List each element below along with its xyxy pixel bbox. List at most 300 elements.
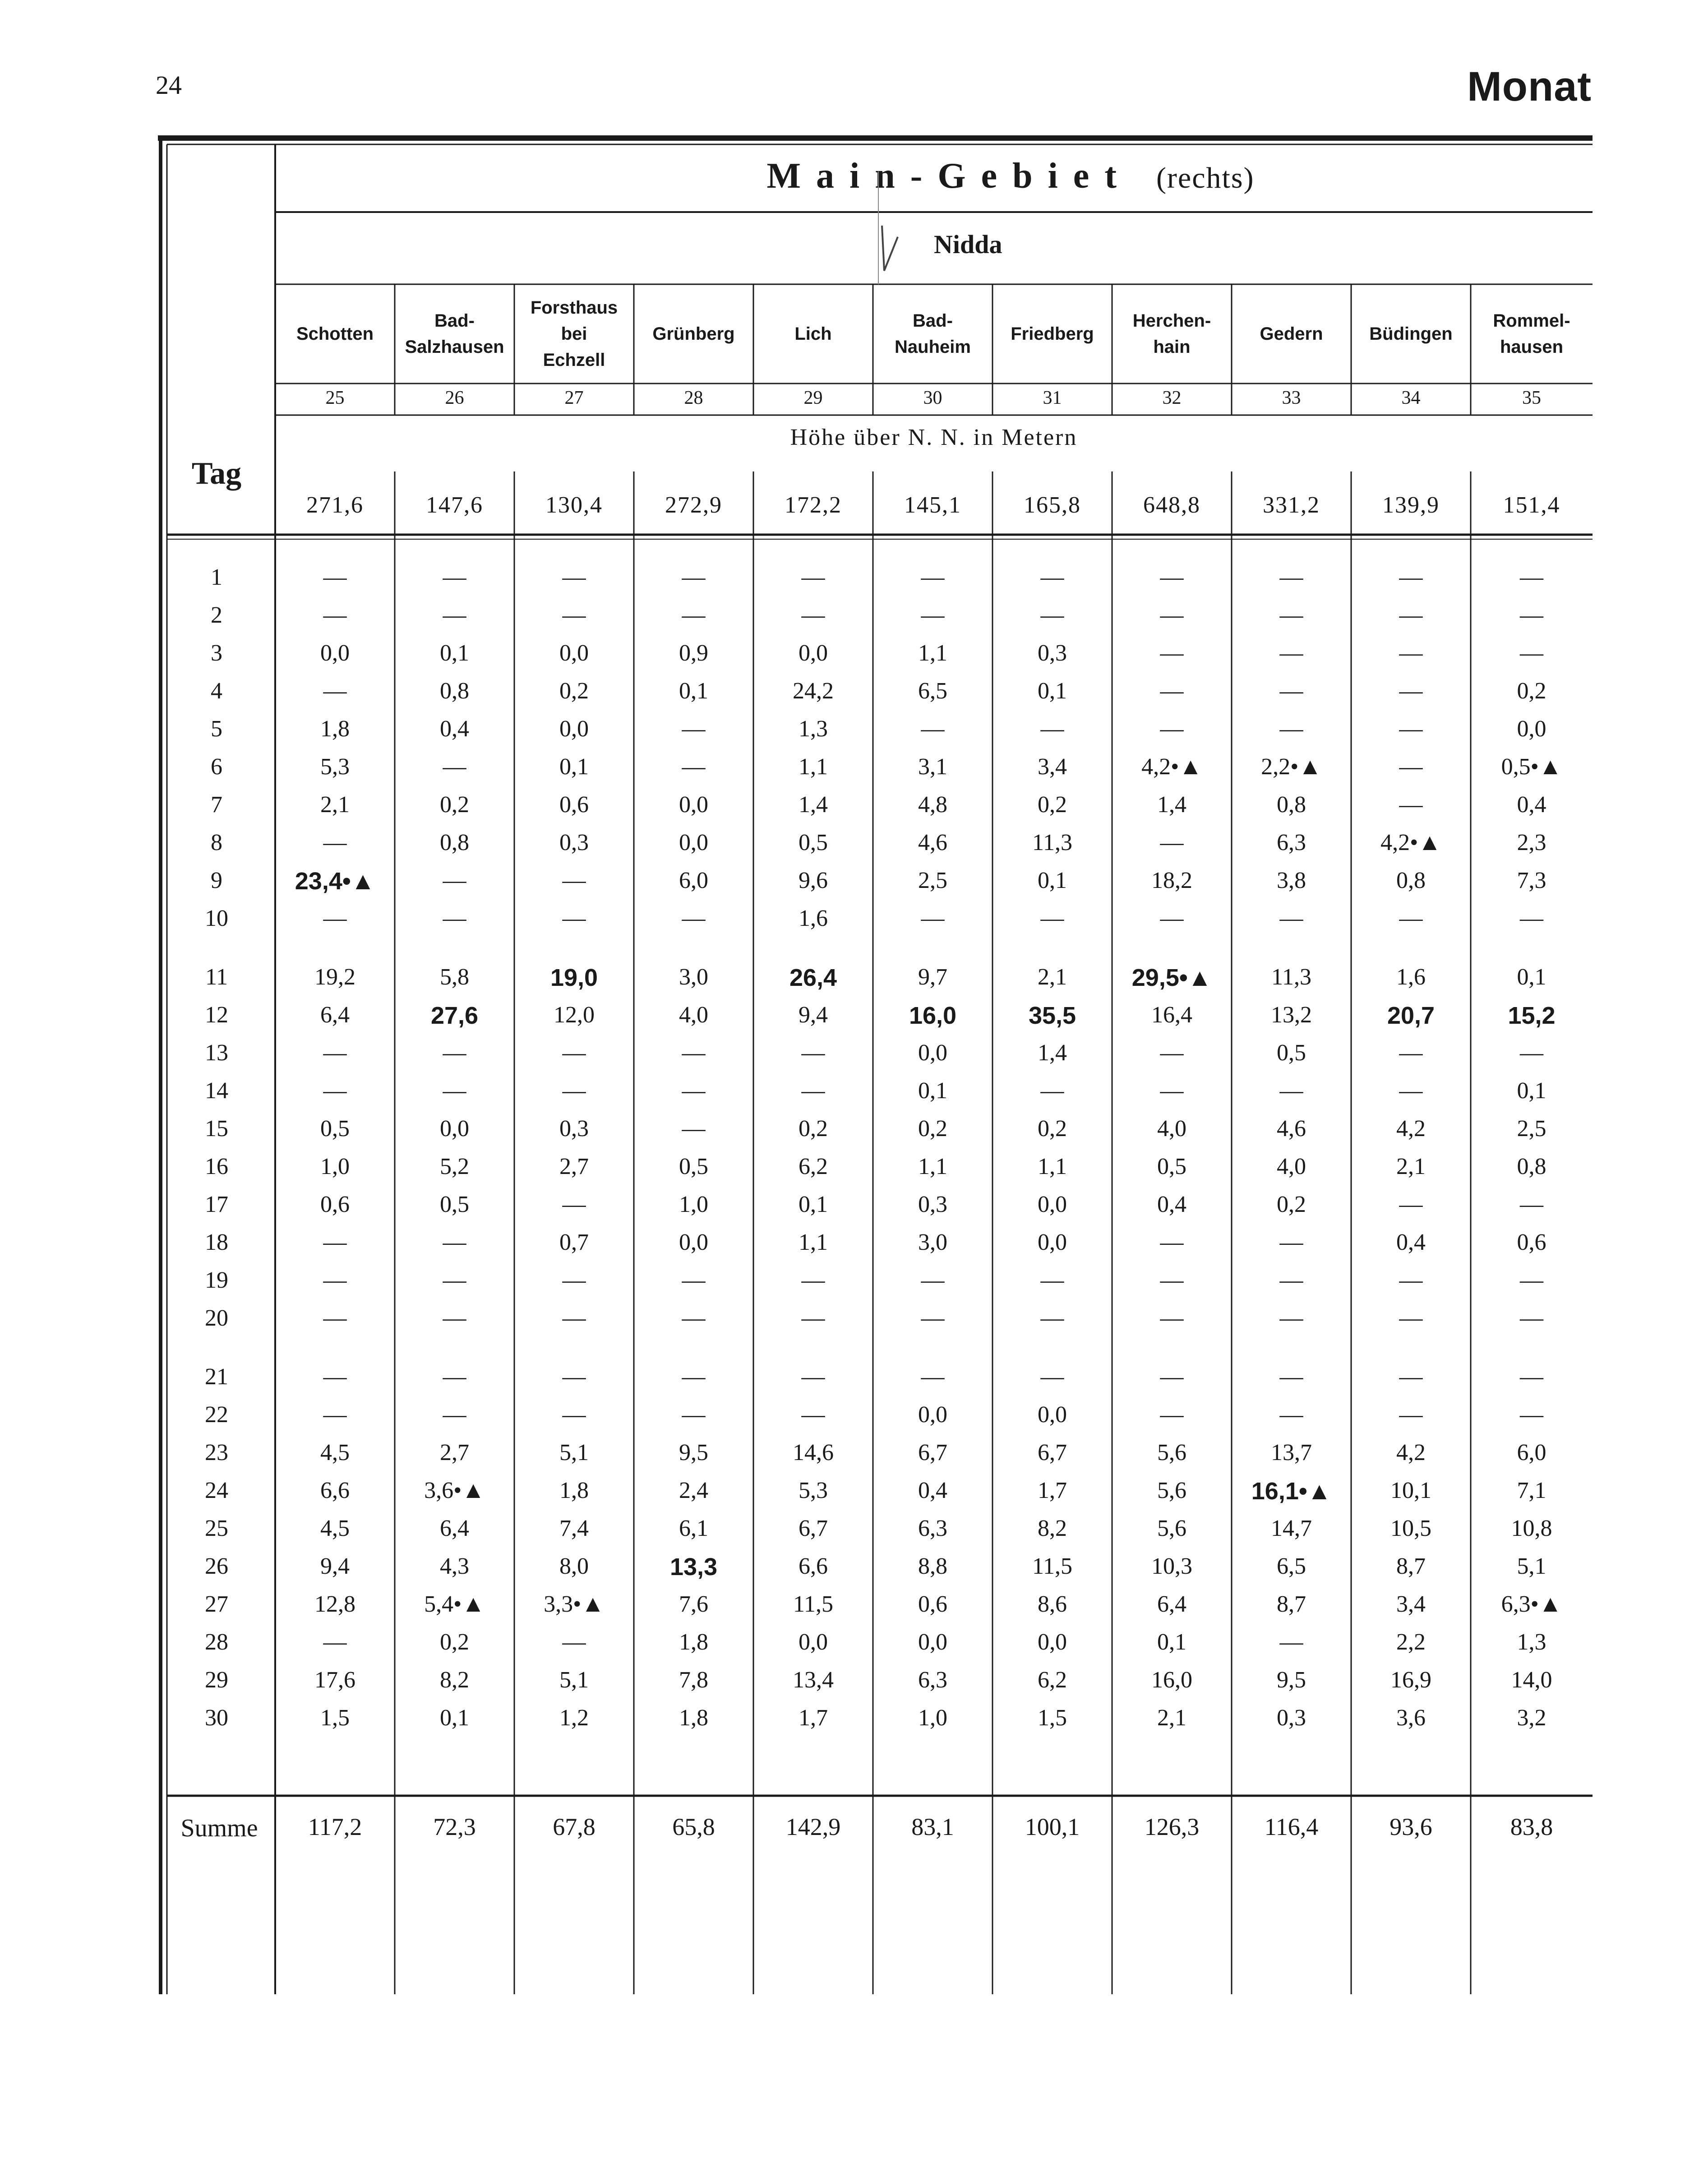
station-altitude: 331,2	[1263, 492, 1320, 518]
table-cell: —	[1399, 640, 1423, 666]
table-cell: 6,7	[1038, 1440, 1067, 1465]
table-cell: —	[443, 1267, 466, 1293]
table-cell: —	[562, 564, 586, 590]
day-number: 19	[205, 1267, 228, 1293]
table-cell: 0,8	[1517, 1154, 1546, 1179]
table-cell: 9,4	[799, 1002, 828, 1028]
table-cell: 1,5	[1038, 1705, 1067, 1731]
table-cell: 0,0	[799, 1629, 828, 1655]
table-cell: —	[1399, 1364, 1423, 1390]
table-cell: 0,1	[799, 1192, 828, 1217]
table-cell: 3,0	[918, 1229, 947, 1255]
table-cell: —	[921, 602, 945, 628]
table-cell: —	[1040, 1364, 1064, 1390]
table-cell: 3,6	[1396, 1705, 1426, 1731]
table-cell: 7,4	[559, 1516, 589, 1541]
table-cell: —	[921, 1305, 945, 1331]
table-cell: —	[323, 602, 347, 628]
table-cell: 14,7	[1271, 1516, 1312, 1541]
table-cell: 0,4	[440, 716, 469, 742]
day-number: 23	[205, 1440, 228, 1465]
day-number: 8	[211, 830, 222, 855]
table-cell: —	[1279, 1305, 1303, 1331]
table-cell: 0,0	[1038, 1229, 1067, 1255]
table-cell: 1,7	[1038, 1478, 1067, 1503]
table-cell: —	[323, 830, 347, 855]
station-name: Rommel- hausen	[1493, 311, 1570, 357]
sum-cell: 117,2	[308, 1813, 362, 1840]
table-cell: 27,6	[430, 1002, 479, 1029]
table-cell: —	[801, 602, 825, 628]
table-cell: 6,4	[440, 1516, 469, 1541]
station-name: Grünberg	[652, 324, 735, 344]
table-cell: 5,3	[320, 754, 350, 780]
table-cell: —	[1520, 640, 1543, 666]
table-cell: 0,4	[1517, 792, 1546, 818]
table-cell: 0,2	[1038, 1116, 1067, 1141]
table-cell: 1,4	[1157, 792, 1186, 818]
table-cell: 3,3•▲	[544, 1591, 605, 1617]
table-cell: 16,4	[1151, 1002, 1192, 1028]
table-cell: —	[801, 1040, 825, 1066]
table-cell: —	[1399, 1402, 1423, 1428]
table-cell: —	[1160, 1402, 1184, 1428]
table-cell: —	[323, 564, 347, 590]
station-altitude: 172,2	[785, 492, 842, 518]
table-cell: 6,7	[799, 1516, 828, 1541]
table-cell: 0,0	[440, 1116, 469, 1141]
table-cell: 8,7	[1277, 1591, 1306, 1617]
table-cell: —	[682, 1267, 706, 1293]
table-cell: —	[562, 868, 586, 893]
table-cell: —	[562, 906, 586, 931]
table-cell: —	[1399, 906, 1423, 931]
table-cell: 0,1	[679, 678, 708, 704]
table-cell: 1,3	[1517, 1629, 1546, 1655]
table-cell: 0,1	[559, 754, 589, 780]
table-cell: 0,6	[320, 1192, 350, 1217]
station-name: Lich	[794, 324, 832, 344]
table-cell: 0,9	[679, 640, 708, 666]
table-cell: 1,1	[799, 754, 828, 780]
table-cell: 4,2	[1396, 1116, 1426, 1141]
day-number: 1	[211, 564, 222, 590]
table-cell: 0,0	[1038, 1192, 1067, 1217]
table-cell: 0,0	[1038, 1629, 1067, 1655]
table-cell: 0,2	[1277, 1192, 1306, 1217]
table-cell: —	[1279, 678, 1303, 704]
table-cell: —	[443, 602, 466, 628]
day-number: 17	[205, 1192, 228, 1217]
station-number: 25	[325, 388, 345, 408]
sum-label: Summe	[180, 1814, 258, 1842]
river-name: Nidda	[934, 230, 1002, 259]
table-cell: —	[921, 1267, 945, 1293]
table-cell: 0,1	[918, 1078, 947, 1104]
table-cell: 0,5•▲	[1501, 754, 1562, 780]
sum-cell: 100,1	[1025, 1813, 1080, 1840]
table-cell: 6,5	[1277, 1553, 1306, 1579]
table-cell: 6,3	[918, 1667, 947, 1693]
table-cell: 13,7	[1271, 1440, 1312, 1465]
table-cell: 6,3•▲	[1501, 1591, 1562, 1617]
table-cell: 0,0	[1038, 1402, 1067, 1428]
table-cell: —	[323, 1078, 347, 1104]
day-number: 4	[211, 678, 222, 704]
table-cell: —	[1520, 602, 1543, 628]
table-cell: 0,0	[1517, 716, 1546, 742]
table-cell: 6,6	[799, 1553, 828, 1579]
table-cell: 7,6	[679, 1591, 708, 1617]
table-cell: —	[1279, 564, 1303, 590]
table-cell: 0,6	[559, 792, 589, 818]
table-cell: 3,8	[1277, 868, 1306, 893]
table-cell: 1,7	[799, 1705, 828, 1731]
station-name: Gedern	[1260, 324, 1323, 344]
day-number: 29	[205, 1667, 228, 1693]
day-number: 3	[211, 640, 222, 666]
table-cell: —	[323, 1267, 347, 1293]
table-cell: 10,8	[1511, 1516, 1552, 1541]
table-cell: 16,0	[909, 1002, 957, 1029]
table-cell: 5,2	[440, 1154, 469, 1179]
table-cell: 5,6	[1157, 1440, 1186, 1465]
altitude-caption: Höhe über N. N. in Metern	[790, 425, 1078, 450]
table-cell: 1,6	[799, 906, 828, 931]
table-cell: —	[443, 1402, 466, 1428]
table-cell: —	[1520, 1402, 1543, 1428]
table-cell: —	[562, 602, 586, 628]
table-cell: 0,0	[679, 830, 708, 855]
table-cell: 9,7	[918, 964, 947, 990]
station-altitude: 165,8	[1024, 492, 1081, 518]
table-cell: 0,5	[1277, 1040, 1306, 1066]
table-cell: 1,1	[799, 1229, 828, 1255]
table-cell: —	[921, 906, 945, 931]
page-number: 24	[156, 70, 182, 100]
table-cell: —	[921, 1364, 945, 1390]
table-cell: 0,2	[440, 1629, 469, 1655]
sum-cell: 83,8	[1510, 1813, 1553, 1840]
table-cell: 8,7	[1396, 1553, 1426, 1579]
table-cell: 0,0	[918, 1402, 947, 1428]
table-cell: —	[1399, 678, 1423, 704]
table-cell: —	[1279, 602, 1303, 628]
station-name: Friedberg	[1011, 324, 1094, 344]
table-cell: —	[1279, 906, 1303, 931]
station-number: 29	[803, 388, 823, 408]
table-cell: 2,5	[1517, 1116, 1546, 1141]
table-cell: 1,4	[799, 792, 828, 818]
table-cell: 15,2	[1508, 1002, 1556, 1029]
table-cell: 0,4	[1396, 1229, 1426, 1255]
table-cell: —	[1399, 1040, 1423, 1066]
table-cell: 0,3	[918, 1192, 947, 1217]
region-subtitle: (rechts)	[1156, 162, 1255, 194]
station-name: Schotten	[296, 324, 374, 344]
table-cell: —	[1160, 1078, 1184, 1104]
table-cell: 2,1	[1038, 964, 1067, 990]
table-cell: —	[323, 1402, 347, 1428]
table-cell: —	[443, 906, 466, 931]
table-cell: 6,3	[1277, 830, 1306, 855]
table-cell: —	[1160, 678, 1184, 704]
table-cell: —	[1040, 602, 1064, 628]
table-cell: —	[1279, 1629, 1303, 1655]
table-cell: 9,4	[320, 1553, 350, 1579]
table-cell: 3,1	[918, 754, 947, 780]
table-cell: 2,4	[679, 1478, 708, 1503]
table-cell: —	[682, 716, 706, 742]
table-cell: —	[1040, 1305, 1064, 1331]
table-cell: —	[1520, 1305, 1543, 1331]
table-cell: —	[1399, 602, 1423, 628]
table-cell: —	[1279, 1229, 1303, 1255]
table-cell: 4,3	[440, 1553, 469, 1579]
table-cell: —	[801, 1305, 825, 1331]
table-cell: 0,8	[440, 830, 469, 855]
table-cell: 4,8	[918, 792, 947, 818]
table-cell: 0,0	[679, 792, 708, 818]
table-cell: 19,0	[550, 964, 598, 991]
table-cell: —	[682, 906, 706, 931]
station-name: Bad- Salzhausen	[405, 311, 504, 357]
table-cell: —	[1279, 1267, 1303, 1293]
table-cell: —	[801, 564, 825, 590]
table-cell: 0,8	[440, 678, 469, 704]
table-cell: 5,8	[440, 964, 469, 990]
table-cell: 0,1	[1517, 1078, 1546, 1104]
table-cell: 0,0	[559, 716, 589, 742]
day-number: 20	[205, 1305, 228, 1331]
table-cell: —	[1160, 640, 1184, 666]
table-cell: 1,1	[918, 1154, 947, 1179]
station-number: 34	[1401, 388, 1421, 408]
table-cell: 29,5•▲	[1131, 964, 1212, 991]
sum-cell: 93,6	[1389, 1813, 1432, 1840]
table-cell: 0,2	[559, 678, 589, 704]
table-cell: —	[682, 1040, 706, 1066]
table-cell: 6,5	[918, 678, 947, 704]
table-cell: 6,4	[320, 1002, 350, 1028]
table-cell: 24,2	[793, 678, 834, 704]
table-cell: 0,1	[1157, 1629, 1186, 1655]
table-cell: 0,0	[918, 1629, 947, 1655]
table-cell: —	[1520, 1192, 1543, 1217]
table-cell: 0,0	[320, 640, 350, 666]
table-cell: 0,7	[559, 1229, 589, 1255]
table-cell: 13,4	[793, 1667, 834, 1693]
day-number: 9	[211, 868, 222, 893]
station-name: Bad- Nauheim	[895, 311, 971, 357]
table-cell: —	[1279, 1364, 1303, 1390]
table-cell: —	[1160, 1305, 1184, 1331]
table-cell: 16,0	[1151, 1667, 1192, 1693]
table-cell: 6,0	[1517, 1440, 1546, 1465]
table-cell: 12,0	[554, 1002, 595, 1028]
table-cell: —	[323, 678, 347, 704]
table-cell: 2,2•▲	[1261, 754, 1322, 780]
table-cell: —	[1160, 1040, 1184, 1066]
table-cell: 0,1	[1517, 964, 1546, 990]
table-cell: 2,7	[440, 1440, 469, 1465]
table-cell: 16,1•▲	[1251, 1478, 1332, 1505]
table-cell: —	[562, 1267, 586, 1293]
table-cell: —	[1040, 716, 1064, 742]
table-cell: 3,4	[1038, 754, 1067, 780]
table-cell: 0,6	[918, 1591, 947, 1617]
table-cell: 10,1	[1390, 1478, 1431, 1503]
table-cell: 5,4•▲	[424, 1591, 485, 1617]
day-number: 26	[205, 1553, 228, 1579]
table-cell: —	[1160, 564, 1184, 590]
table-cell: 0,0	[559, 640, 589, 666]
table-cell: 2,2	[1396, 1629, 1426, 1655]
station-altitude: 139,9	[1382, 492, 1440, 518]
table-cell: —	[801, 1402, 825, 1428]
table-cell: 7,8	[679, 1667, 708, 1693]
station-number: 30	[923, 388, 942, 408]
table-cell: —	[562, 1305, 586, 1331]
table-cell: 26,4	[789, 964, 837, 991]
day-number: 11	[205, 964, 228, 990]
station-number: 26	[445, 388, 464, 408]
table-cell: 6,6	[320, 1478, 350, 1503]
table-cell: 3,0	[679, 964, 708, 990]
table-cell: 0,5	[799, 830, 828, 855]
table-cell: 18,2	[1151, 868, 1192, 893]
table-cell: 2,1	[1396, 1154, 1426, 1179]
table-cell: 13,3	[669, 1553, 718, 1580]
table-cell: 1,1	[1038, 1154, 1067, 1179]
table-cell: —	[682, 1364, 706, 1390]
table-cell: 4,5	[320, 1440, 350, 1465]
table-cell: 8,8	[918, 1553, 947, 1579]
table-cell: 0,2	[1038, 792, 1067, 818]
table-cell: 6,7	[918, 1440, 947, 1465]
table-cell: 11,5	[793, 1591, 834, 1617]
table-cell: —	[682, 1305, 706, 1331]
table-cell: 1,8	[679, 1705, 708, 1731]
table-cell: —	[443, 868, 466, 893]
sum-cell: 142,9	[785, 1813, 841, 1840]
table-cell: 0,5	[1157, 1154, 1186, 1179]
table-cell: 5,1	[559, 1440, 589, 1465]
sum-cell: 67,8	[553, 1813, 595, 1840]
table-cell: —	[1520, 1364, 1543, 1390]
day-number: 27	[205, 1591, 228, 1617]
table-cell: —	[1399, 1305, 1423, 1331]
table-cell: 0,1	[440, 1705, 469, 1731]
table-cell: —	[1520, 564, 1543, 590]
table-cell: 10,3	[1151, 1553, 1192, 1579]
table-cell: 4,2•▲	[1141, 754, 1202, 780]
table-cell: 2,7	[559, 1154, 589, 1179]
station-name: Büdingen	[1369, 324, 1453, 344]
table-cell: 1,0	[320, 1154, 350, 1179]
table-cell: —	[1160, 716, 1184, 742]
table-cell: 0,8	[1277, 792, 1306, 818]
table-cell: 0,0	[799, 640, 828, 666]
table-cell: —	[1040, 1267, 1064, 1293]
table-cell: 4,0	[1157, 1116, 1186, 1141]
table-cell: —	[1160, 830, 1184, 855]
station-altitude: 151,4	[1503, 492, 1560, 518]
table-cell: —	[1399, 1192, 1423, 1217]
table-cell: 1,6	[1396, 964, 1426, 990]
sum-cell: 126,3	[1144, 1813, 1200, 1840]
table-cell: 19,2	[314, 964, 355, 990]
table-cell: 3,2	[1517, 1705, 1546, 1731]
table-cell: —	[443, 1078, 466, 1104]
station-number: 35	[1522, 388, 1541, 408]
table-cell: 0,2	[799, 1116, 828, 1141]
table-cell: 4,6	[918, 830, 947, 855]
table-cell: 0,2	[1517, 678, 1546, 704]
table-cell: 0,8	[1396, 868, 1426, 893]
table-cell: 6,2	[1038, 1667, 1067, 1693]
table-cell: —	[443, 564, 466, 590]
table-cell: 5,6	[1157, 1516, 1186, 1541]
table-cell: —	[1040, 1078, 1064, 1104]
station-number: 31	[1043, 388, 1062, 408]
table-cell: —	[443, 1305, 466, 1331]
table-cell: 0,5	[679, 1154, 708, 1179]
table-cell: 5,1	[559, 1667, 589, 1693]
table-cell: —	[921, 564, 945, 590]
day-number: 5	[211, 716, 222, 742]
table-cell: —	[1279, 1402, 1303, 1428]
table-cell: —	[1040, 906, 1064, 931]
table-cell: 2,3	[1517, 830, 1546, 855]
table-cell: 1,0	[679, 1192, 708, 1217]
table-cell: 0,4	[1157, 1192, 1186, 1217]
table-cell: —	[1160, 906, 1184, 931]
table-cell: 10,5	[1390, 1516, 1431, 1541]
table-cell: —	[682, 1078, 706, 1104]
table-cell: —	[1520, 906, 1543, 931]
pencil-mark	[158, 135, 1593, 1994]
table-cell: —	[682, 754, 706, 780]
table-cell: 3,6•▲	[424, 1478, 485, 1503]
table-cell: 5,3	[799, 1478, 828, 1503]
table-cell: —	[1160, 1267, 1184, 1293]
table-cell: 1,1	[918, 640, 947, 666]
table-cell: 6,0	[679, 868, 708, 893]
table-cell: 4,6	[1277, 1116, 1306, 1141]
table-cell: 20,7	[1387, 1002, 1435, 1029]
day-number: 6	[211, 754, 222, 780]
station-number: 32	[1162, 388, 1182, 408]
table-cell: 17,6	[314, 1667, 355, 1693]
table-cell: —	[1399, 1078, 1423, 1104]
table-cell: 0,1	[1038, 868, 1067, 893]
station-altitude: 648,8	[1143, 492, 1200, 518]
table-cell: 9,5	[679, 1440, 708, 1465]
day-number: 21	[205, 1364, 228, 1390]
table-cell: 5,6	[1157, 1478, 1186, 1503]
table-cell: 9,6	[799, 868, 828, 893]
table-cell: 1,8	[679, 1629, 708, 1655]
table-cell: 8,6	[1038, 1591, 1067, 1617]
station-altitude: 130,4	[545, 492, 603, 518]
table-cell: 8,2	[440, 1667, 469, 1693]
sum-cell: 72,3	[433, 1813, 476, 1840]
table-cell: 4,2	[1396, 1440, 1426, 1465]
table-cell: —	[1399, 792, 1423, 818]
table-cell: —	[1279, 1078, 1303, 1104]
table-cell: —	[1520, 1040, 1543, 1066]
